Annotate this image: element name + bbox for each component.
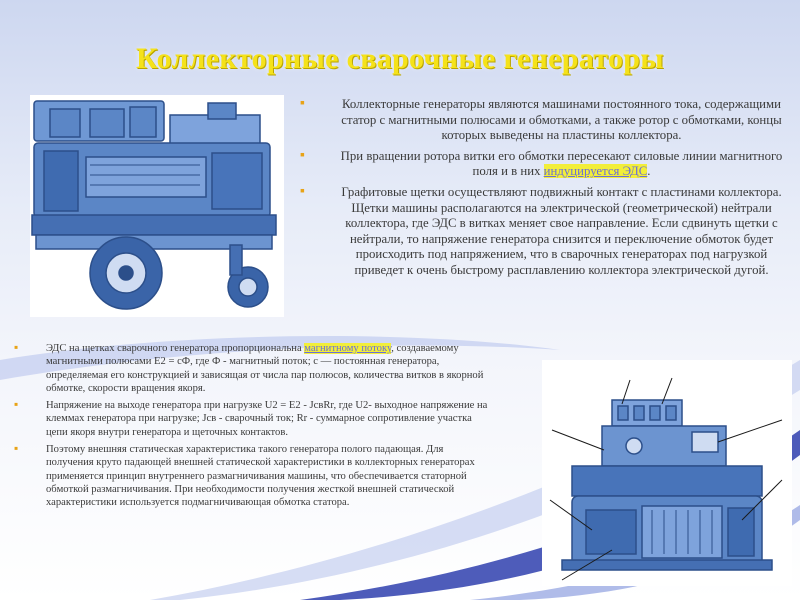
welding-generator-image [30,95,284,317]
top-list-item: ▪ Графитовые щетки осуществляют подвижный контакт с пластинами коллектора. Щетки машины располагаются на электрической (геометрической) нейтрали коллектора, где ЭДС в витках меняет свое направление. Если сдвинуть щетки с нейтрали, то напряжение генератора снизится и переключение обмоток будет происходить под напряжением, что в сварочных генераторах под нагрузкой приведет к очень быстрому расплавлению коллектора электрической дугой. [300,183,782,277]
bullet-icon: ▪ [300,183,305,199]
bullet-icon: ▪ [14,441,19,456]
generator-cross-section-image [542,360,792,586]
bullet-icon: ▪ [14,340,19,354]
magnetic-flux-link[interactable]: магнитному потоку [304,343,392,354]
top-list-item: ▪ При вращении ротора витки его обмотки пересекают силовые линии магнитного поля и в них индуцируется ЭДС. [300,147,783,179]
top-list-item: ▪ Коллекторные генераторы являются машинами постоянного тока, содержащими статор с магнитными полюсами и обмотками, а также ротор с обмотками, концы которых выведены на пластины коллектора. [300,96,782,143]
bullet-icon: ▪ [14,397,19,412]
bottom-list-item: ▪ Напряжение на выходе генератора при нагрузке U2 = E2 - JсвRr, где U2- выходное напряжение на клеммах генератора при нагрузке; Jсв - сварочный ток; Rr - суммарное сопротивление участка цепи якоря внутри генератора и щеточных контактов. [14,397,488,438]
bullet-icon: ▪ [300,96,305,111]
top-bullet-list [298,97,793,284]
bottom-list-item: ▪ Поэтому внешняя статическая характеристика такого генератора полого падающая. Для получения круто падающей внешней статической характеристики в коллекторных генераторах применяется принцип внутреннего размагничивания машины, что обеспечивается статорной обмоткой размагничивания. При необходимости получения жесткой внешней статической характеристики используется подмагничивающая обмотка статора. [14,441,475,509]
bottom-list-item: ▪ ЭДС на щетках сварочного генератора пропорциональна магнитному потоку, создаваемому магнитными полюсами E2 = cФ, где Ф - магнитный поток; с — постоянная генератора, определяемая его конструкцией и зависящая от числа пар полюсов, количества витков в якорной обмотке, скорости вращения якоря. [14,340,484,394]
emf-induction-link[interactable]: индуцируется ЭДС [543,164,648,179]
bottom-bullet-list [14,342,490,514]
slide-title: Коллекторные сварочные генераторы [136,42,664,75]
bullet-icon: ▪ [300,147,305,163]
